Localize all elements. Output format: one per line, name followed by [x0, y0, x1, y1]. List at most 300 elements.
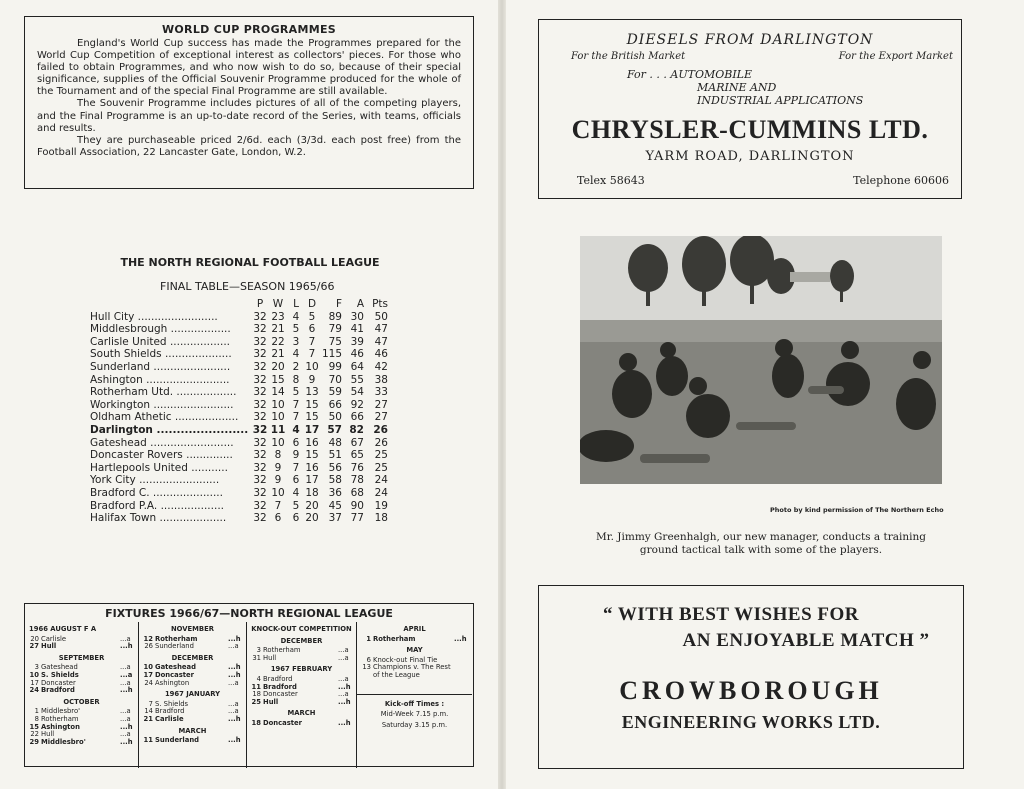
- stat-cell: 24: [374, 474, 388, 487]
- stat-cell: 5: [292, 323, 300, 336]
- fixtures-month: MARCH: [178, 726, 207, 735]
- kickoff-midweek: Mid-Week 7.15 p.m.: [380, 710, 449, 719]
- stat-cell: 32: [253, 373, 267, 386]
- stat-cell: 65: [350, 449, 364, 462]
- stat-cell: 24: [374, 486, 388, 499]
- world-cup-notice: [24, 16, 474, 189]
- fixture-item: [29, 687, 134, 695]
- fixture-venue: ...a: [120, 670, 133, 679]
- stat-cell: 3: [292, 335, 300, 348]
- stat-cell: 45: [328, 499, 342, 512]
- stat-cell: 7: [274, 499, 282, 512]
- column-header: P: [256, 298, 264, 310]
- stat-cell: 6: [292, 512, 300, 525]
- fixtures-month: 1967 FEBRUARY: [270, 665, 333, 674]
- fixture-item: [361, 636, 468, 644]
- stat-cell: 19: [374, 499, 388, 512]
- fixture-date: 24: [144, 678, 153, 687]
- stat-cell: 32: [253, 398, 267, 411]
- stat-cell: 9: [292, 449, 300, 462]
- fixture-opponent: Rotherham: [41, 714, 79, 723]
- stat-cell: 75: [328, 335, 342, 348]
- stat-cell: 32: [253, 310, 267, 323]
- fixture-date: 1: [366, 634, 371, 643]
- stat-cell: 39: [350, 335, 364, 348]
- team-name: Hull City ........................: [90, 310, 218, 323]
- fixture-opponent: Ashington: [155, 678, 190, 687]
- stat-cell: 76: [350, 461, 364, 474]
- fixtures-month: MARCH: [287, 709, 316, 718]
- fixture-venue: ...a: [338, 646, 349, 655]
- fixture-item: [29, 643, 134, 651]
- fixtures-month: 1967 JANUARY: [164, 690, 221, 699]
- fixture-opponent: Middlesbro': [41, 737, 86, 746]
- fixture-venue: ...a: [228, 678, 239, 687]
- fixture-opponent: Middlesbro': [41, 707, 80, 716]
- stat-cell: 6: [308, 323, 316, 336]
- table-row: [90, 487, 388, 500]
- stat-cell: 55: [350, 373, 364, 386]
- export-market-label: For the Export Market: [838, 51, 953, 62]
- fixture-venue: ...a: [228, 699, 239, 708]
- table-row: [90, 449, 388, 462]
- stat-cell: 7: [292, 398, 300, 411]
- fixture-venue: ...h: [228, 663, 241, 672]
- stat-cell: 32: [253, 499, 267, 512]
- fixture-opponent: Doncaster: [41, 678, 76, 687]
- best-wishes-line: “ WITH BEST WISHES FOR: [603, 604, 859, 625]
- stat-cell: 5: [292, 386, 300, 399]
- chrysler-cummins-advert: [538, 19, 962, 199]
- fixture-date: 18: [252, 690, 261, 699]
- fixture-item: [251, 699, 352, 707]
- team-name: Halifax Town ....................: [90, 512, 227, 525]
- fixture-date: 10: [143, 663, 153, 672]
- world-cup-paragraph: England's World Cup success has made the Programmes prepared for the World Cup Competition of exceptional interest as collectors' pieces. For those who failed to obtain Programmes, and who now wish to do so, because of their special significance, supplies of the Official Souvenir Programme produced for the whole of the Tournament and of the special Final Programme are still available.: [37, 38, 461, 98]
- stat-cell: 27: [374, 398, 388, 411]
- fixture-date: 7: [148, 699, 153, 708]
- column-header: L: [293, 298, 299, 310]
- best-wishes-line: AN ENJOYABLE MATCH ”: [682, 630, 930, 651]
- fixture-opponent: Rotherham: [155, 634, 198, 643]
- fixture-date: 12: [143, 634, 153, 643]
- fixture-date: 14: [144, 707, 153, 716]
- fixtures-column: [357, 622, 472, 768]
- fixture-venue: ...h: [228, 634, 241, 643]
- stat-cell: 67: [350, 436, 364, 449]
- stat-cell: 32: [253, 461, 267, 474]
- table-header-row: [90, 298, 388, 311]
- stat-cell: 82: [349, 423, 364, 436]
- telephone-number: Telephone 60606: [853, 174, 949, 187]
- stat-cell: 20: [305, 512, 319, 525]
- stat-cell: 13: [305, 386, 319, 399]
- fixture-date: 1: [34, 707, 39, 716]
- fixture-date: 3: [34, 663, 39, 672]
- fixture-venue: ...a: [120, 663, 131, 672]
- column-header: W: [272, 298, 284, 310]
- stat-cell: 15: [305, 398, 319, 411]
- stat-cell: 41: [350, 323, 364, 336]
- fixture-opponent: Bradford: [155, 707, 185, 716]
- stat-cell: 7: [292, 461, 300, 474]
- fixture-date: 29: [29, 737, 39, 746]
- fixture-opponent: Hull: [263, 697, 279, 706]
- fixture-opponent: Hull: [41, 642, 57, 651]
- fixture-venue: ...a: [228, 707, 239, 716]
- applications-line: For . . . AUTOMOBILE: [627, 68, 753, 81]
- fixture-venue: ...a: [338, 653, 349, 662]
- fixture-venue: ...a: [120, 634, 131, 643]
- fixture-item: [251, 655, 352, 663]
- stat-cell: 58: [328, 474, 342, 487]
- fixture-venue: ...h: [454, 634, 467, 643]
- team-name: Ashington .........................: [90, 373, 230, 386]
- fixture-venue: ...a: [120, 730, 131, 739]
- stat-cell: 9: [274, 461, 282, 474]
- team-name: Bradford C. .....................: [90, 486, 223, 499]
- fixture-opponent: Doncaster: [155, 670, 195, 679]
- fixture-venue: ...h: [120, 722, 133, 731]
- stat-cell: 47: [374, 323, 388, 336]
- stat-cell: 48: [328, 436, 342, 449]
- fixture-venue: ...h: [120, 737, 133, 746]
- crowborough-advert: [538, 585, 964, 769]
- fixtures-month: OCTOBER: [63, 697, 100, 706]
- fixture-date: 6: [366, 655, 371, 664]
- stat-cell: 8: [292, 373, 300, 386]
- fixture-date: 21: [143, 714, 153, 723]
- fixture-date: 13: [362, 663, 371, 672]
- fixture-venue: ...a: [120, 714, 131, 723]
- stat-cell: 6: [292, 436, 300, 449]
- telex-number: Telex 58643: [577, 174, 645, 187]
- fixture-opponent: Bradford: [263, 682, 297, 691]
- fixture-date: 17: [30, 678, 39, 687]
- stat-cell: 15: [271, 373, 285, 386]
- stat-cell: 17: [305, 474, 319, 487]
- kickoff-divider: [357, 694, 472, 695]
- stat-cell: 59: [328, 386, 342, 399]
- fixture-venue: ...h: [120, 686, 133, 695]
- fixtures-month: MAY: [406, 646, 423, 655]
- stat-cell: 32: [253, 360, 267, 373]
- world-cup-paragraph: The Souvenir Programme includes pictures of all of the competing players, and the Final Programme is an up-to-date record of the Series, with teams, officials and results.: [37, 98, 461, 134]
- team-name: Bradford P.A. ...................: [90, 499, 224, 512]
- advert-company-name: CROWBOROUGH: [619, 676, 883, 705]
- fixture-date: 26: [144, 642, 153, 651]
- advert-company-subtitle: ENGINEERING WORKS LTD.: [621, 712, 881, 732]
- fixture-opponent: Sunderland: [155, 736, 200, 745]
- stat-cell: 46: [350, 348, 364, 361]
- table-row: [90, 399, 388, 412]
- fixture-venue: ...a: [120, 678, 131, 687]
- stat-cell: 15: [305, 449, 319, 462]
- stat-cell: 32: [253, 474, 267, 487]
- british-market-label: For the British Market: [571, 51, 686, 62]
- table-row: [90, 411, 388, 424]
- fixture-date: 11: [143, 736, 153, 745]
- fixture-opponent: Carlisle: [155, 714, 184, 723]
- fixture-venue: [454, 664, 468, 679]
- fixture-item: [143, 643, 242, 651]
- stat-cell: 25: [374, 449, 388, 462]
- stat-cell: 56: [328, 461, 342, 474]
- team-name: Oldham Athetic ...................: [90, 411, 239, 424]
- table-row: [90, 311, 388, 324]
- fixture-date: 25: [251, 697, 261, 706]
- applications-list: [539, 68, 961, 107]
- stat-cell: 8: [274, 449, 282, 462]
- world-cup-title: WORLD CUP PROGRAMMES: [161, 23, 337, 36]
- advert-contacts: [539, 174, 961, 187]
- fixture-venue: ...h: [338, 697, 351, 706]
- table-row: [90, 424, 388, 437]
- stat-cell: 10: [271, 411, 285, 424]
- stat-cell: 57: [327, 423, 342, 436]
- stat-cell: 32: [253, 386, 267, 399]
- stat-cell: 32: [253, 323, 267, 336]
- stat-cell: 38: [374, 373, 388, 386]
- fixture-venue: ...h: [338, 682, 351, 691]
- stat-cell: 17: [304, 423, 320, 436]
- stat-cell: 7: [308, 348, 316, 361]
- team-name: Sunderland .......................: [90, 360, 231, 373]
- table-row: [90, 361, 388, 374]
- table-row: [90, 500, 388, 513]
- fixture-date: 4: [256, 674, 261, 683]
- fixture-venue: ...h: [228, 714, 241, 723]
- fixture-date: 15: [29, 722, 39, 731]
- final-table-title: FINAL TABLE—SEASON 1965/66: [160, 280, 335, 293]
- stat-cell: 99: [328, 360, 342, 373]
- stat-cell: 11: [270, 423, 286, 436]
- fixture-venue: ...h: [338, 718, 351, 727]
- stat-cell: 22: [271, 335, 285, 348]
- stat-cell: 10: [305, 360, 319, 373]
- stat-cell: 18: [305, 486, 319, 499]
- fixture-opponent: Bradford: [263, 674, 293, 683]
- fixture-date: 3: [256, 646, 261, 655]
- stat-cell: 79: [328, 323, 342, 336]
- training-photo-image: [580, 236, 942, 484]
- stat-cell: 4: [292, 310, 300, 323]
- table-row: [90, 512, 388, 525]
- stat-cell: 21: [271, 348, 285, 361]
- page-fold: [498, 0, 506, 789]
- stat-cell: 10: [271, 398, 285, 411]
- fixtures-column-header: 1966 AUGUST F A: [29, 625, 97, 633]
- stat-cell: 9: [308, 373, 316, 386]
- team-name: Carlisle United ..................: [90, 335, 231, 348]
- team-name: Doncaster Rovers ..............: [90, 449, 233, 462]
- stat-cell: 4: [292, 486, 300, 499]
- team-name: Gateshead .........................: [90, 436, 234, 449]
- table-row: [90, 386, 388, 399]
- fixture-item: [251, 720, 352, 728]
- table-row: [90, 474, 388, 487]
- fixture-date: 22: [30, 730, 39, 739]
- stat-cell: 9: [274, 474, 282, 487]
- stat-cell: 37: [328, 512, 342, 525]
- fixture-opponent: Champions v. The Rest of the League: [373, 663, 451, 679]
- stat-cell: 25: [374, 461, 388, 474]
- world-cup-paragraph: They are purchaseable priced 2/6d. each (3/3d. each post free) from the Football Association, 22 Lancaster Gate, London, W.2.: [37, 134, 461, 158]
- stat-cell: 20: [271, 360, 285, 373]
- stat-cell: 51: [328, 449, 342, 462]
- stat-cell: 66: [328, 398, 342, 411]
- stat-cell: 50: [328, 411, 342, 424]
- fixtures-month: SEPTEMBER: [58, 653, 105, 662]
- stat-cell: 32: [252, 423, 268, 436]
- stat-cell: 50: [374, 310, 388, 323]
- fixture-opponent: Rotherham: [373, 634, 416, 643]
- photo-caption: Mr. Jimmy Greenhalgh, our new manager, conducts a training ground tactical talk with some of the players.: [596, 531, 926, 556]
- kickoff-saturday: Saturday 3.15 p.m.: [381, 720, 448, 729]
- stat-cell: 70: [328, 373, 342, 386]
- stat-cell: 32: [253, 512, 267, 525]
- column-header: F: [335, 298, 342, 310]
- team-name: Darlington .......................: [90, 423, 249, 436]
- team-name: Hartlepools United ...........: [90, 461, 228, 474]
- stat-cell: 32: [253, 449, 267, 462]
- stat-cell: 7: [292, 411, 300, 424]
- fixtures-month: DECEMBER: [280, 636, 323, 645]
- photo-credit: Photo by kind permission of The Northern Echo: [770, 506, 944, 514]
- stat-cell: 54: [350, 386, 364, 399]
- fixtures-column: [139, 622, 247, 768]
- team-name: Rotherham Utd. ..................: [90, 386, 237, 399]
- team-name: South Shields ....................: [90, 348, 232, 361]
- column-header: Pts: [372, 298, 388, 310]
- league-table: [90, 298, 388, 525]
- stat-cell: 42: [374, 360, 388, 373]
- stat-cell: 10: [271, 486, 285, 499]
- fixture-item: [143, 716, 242, 724]
- stat-cell: 68: [350, 486, 364, 499]
- fixture-opponent: Gateshead: [155, 663, 196, 672]
- stat-cell: 32: [253, 486, 267, 499]
- stat-cell: 6: [274, 512, 282, 525]
- fixtures-columns: [25, 622, 473, 768]
- fixture-opponent: S. Shields: [155, 699, 189, 708]
- stat-cell: 77: [350, 512, 364, 525]
- stat-cell: 14: [271, 386, 285, 399]
- stat-cell: 33: [374, 386, 388, 399]
- stat-cell: 26: [373, 423, 388, 436]
- fixture-date: 17: [143, 670, 153, 679]
- fixtures-month: DECEMBER: [171, 653, 214, 662]
- stat-cell: 89: [328, 310, 342, 323]
- fixture-date: 24: [29, 686, 39, 695]
- fixture-venue: [454, 657, 468, 665]
- stat-cell: 66: [350, 411, 364, 424]
- team-name: York City ........................: [90, 474, 220, 487]
- column-header: D: [307, 298, 317, 310]
- stat-cell: 21: [271, 323, 285, 336]
- stat-cell: 92: [350, 398, 364, 411]
- fixture-opponent: Doncaster: [263, 690, 298, 699]
- stat-cell: 36: [328, 486, 342, 499]
- market-line: [539, 51, 961, 62]
- table-row: [90, 323, 388, 336]
- stat-cell: 15: [305, 411, 319, 424]
- fixture-item: [143, 737, 242, 745]
- fixture-opponent: Doncaster: [263, 718, 303, 727]
- stat-cell: 16: [305, 436, 319, 449]
- fixture-opponent: Hull: [41, 730, 55, 739]
- applications-line: MARINE AND: [697, 81, 777, 94]
- fixture-opponent: Gateshead: [41, 663, 78, 672]
- fixture-opponent: Knock-out Final Tie: [373, 655, 438, 664]
- stat-cell: 4: [292, 423, 300, 436]
- stat-cell: 30: [350, 310, 364, 323]
- fixture-venue: ...h: [120, 642, 133, 651]
- fixture-date: 18: [251, 718, 261, 727]
- fixtures-month: APRIL: [403, 625, 426, 633]
- training-photo: [580, 236, 942, 484]
- fixture-opponent: Sunderland: [155, 642, 194, 651]
- table-row: [90, 374, 388, 387]
- stat-cell: 18: [374, 512, 388, 525]
- fixture-item: [29, 739, 134, 747]
- fixtures-title: FIXTURES 1966/67—NORTH REGIONAL LEAGUE: [105, 607, 393, 620]
- column-header: A: [356, 298, 364, 310]
- fixture-venue: ...h: [228, 736, 241, 745]
- stat-cell: 7: [308, 335, 316, 348]
- fixture-venue: ...a: [120, 707, 131, 716]
- fixtures-box: [24, 603, 474, 767]
- team-name: Middlesbrough ..................: [90, 323, 231, 336]
- fixtures-column: [25, 622, 139, 768]
- fixture-opponent: Hull: [263, 653, 277, 662]
- team-name: Workington ........................: [90, 398, 234, 411]
- league-title: THE NORTH REGIONAL FOOTBALL LEAGUE: [120, 256, 380, 269]
- stat-cell: 64: [350, 360, 364, 373]
- stat-cell: 23: [271, 310, 285, 323]
- table-row: [90, 336, 388, 349]
- table-row: [90, 348, 388, 361]
- fixtures-column: [247, 622, 357, 768]
- fixture-date: 27: [29, 642, 39, 651]
- stat-cell: 10: [271, 436, 285, 449]
- stat-cell: 78: [350, 474, 364, 487]
- fixture-date: 10: [29, 670, 39, 679]
- applications-line: INDUSTRIAL APPLICATIONS: [697, 94, 864, 107]
- fixture-opponent: Ashington: [41, 722, 80, 731]
- fixture-date: 20: [30, 634, 39, 643]
- stat-cell: 27: [374, 411, 388, 424]
- stat-cell: 26: [374, 436, 388, 449]
- fixture-opponent: Carlisle: [41, 634, 67, 643]
- fixture-opponent: Bradford: [41, 686, 75, 695]
- stat-cell: 47: [374, 335, 388, 348]
- stat-cell: 32: [253, 436, 267, 449]
- fixture-opponent: Rotherham: [263, 646, 301, 655]
- stat-cell: 4: [292, 348, 300, 361]
- fixture-venue: ...a: [228, 642, 239, 651]
- stat-cell: 32: [253, 348, 267, 361]
- advert-company-name: CHRYSLER-CUMMINS LTD.: [571, 115, 929, 144]
- fixture-date: 11: [251, 682, 261, 691]
- stat-cell: 46: [374, 348, 388, 361]
- fixture-date: 8: [34, 714, 39, 723]
- stat-cell: 6: [292, 474, 300, 487]
- table-row: [90, 462, 388, 475]
- stat-cell: 90: [350, 499, 364, 512]
- stat-cell: 16: [305, 461, 319, 474]
- fixtures-month: NOVEMBER: [170, 625, 214, 633]
